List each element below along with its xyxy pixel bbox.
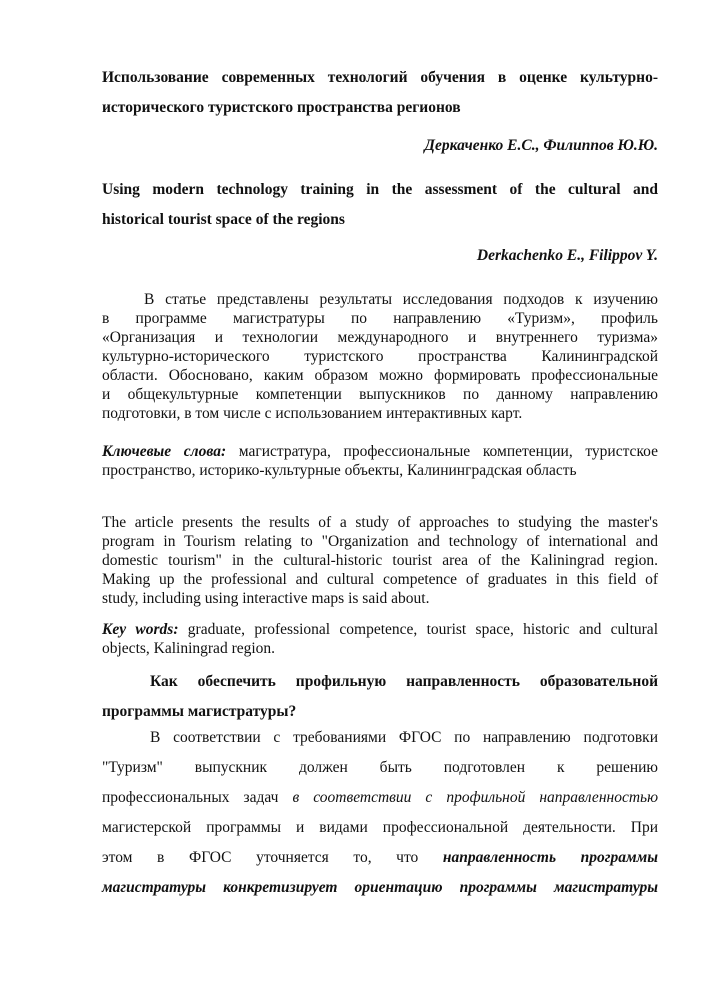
ru-title [102, 63, 658, 123]
en-title-line: historical tourist space of the regions [102, 211, 345, 228]
en-abstract-line: program in Tourism relating to "Organization and technology of international and [102, 533, 658, 550]
ru-keywords-text: пространство, историко-культурные объекты, Калининградская область [102, 462, 577, 479]
en-abstract-line: study, including using interactive maps is said about. [102, 590, 430, 607]
ru-title-line: Использование современных технологий обучения в оценке культурно- [102, 69, 658, 86]
en-authors: Derkachenko E., Filippov Y. [476, 247, 658, 264]
body-text: этом в ФГОС уточняется то, что [102, 849, 443, 866]
ru-keywords-text: магистратура, профессиональные компетенции, туристское [226, 443, 659, 460]
ru-abstract-line: В статье представлены результаты исследования подходов к изучению [144, 291, 658, 308]
body-paragraph [102, 723, 658, 903]
en-abstract-line: domestic tourism" in the cultural-historic tourist area of the Kaliningrad region. [102, 552, 658, 569]
en-abstract-line: The article presents the results of a study of approaches to studying the master's [102, 514, 658, 531]
ru-abstract-line: в программе магистратуры по направлению «Туризм», профиль [102, 310, 658, 327]
body-emphasis: в соответствии с профильной направленностью [292, 789, 658, 806]
en-title-line: Using modern technology training in the assessment of the cultural and [102, 181, 658, 198]
en-abstract-line: Making up the professional and cultural competence of graduates in this field of [102, 571, 658, 588]
body-text: профессиональных задач [102, 789, 293, 806]
en-keywords-text: objects, Kaliningrad region. [102, 640, 276, 657]
body-line: магистерской программы и видами профессиональной деятельности. При [102, 819, 658, 836]
body-strong-emphasis: направленность программы [442, 849, 658, 866]
ru-abstract-line: и общекультурные компетенции выпускников по данному направлению [102, 386, 658, 403]
ru-keywords-label: Ключевые слова: [102, 443, 227, 460]
section-heading-line: программы магистратуры? [102, 703, 297, 720]
section-heading-line: Как обеспечить профильную направленность образовательной [150, 673, 658, 690]
en-keywords-label: Key words: [102, 621, 179, 638]
ru-abstract-line: «Организация и технологии международного и внутреннего туризма» [102, 329, 658, 346]
en-keywords-text: graduate, professional competence, tourist space, historic and cultural [178, 621, 658, 638]
section-heading [102, 667, 658, 727]
ru-abstract-line: культурно-исторического туристского пространства Калининградской [102, 348, 658, 365]
ru-abstract-line: подготовки, в том числе с использованием интерактивных карт. [102, 405, 523, 422]
ru-keywords [102, 442, 658, 480]
body-line: В соответствии с требованиями ФГОС по направлению подготовки [150, 729, 658, 746]
ru-abstract-line: области. Обосновано, каким образом можно формировать профессиональные [102, 367, 658, 384]
body-strong-emphasis: магистратуры конкретизирует ориентацию программы магистратуры [102, 879, 658, 896]
body-line: "Туризм" выпускник должен быть подготовлен к решению [102, 759, 658, 776]
en-abstract [102, 513, 658, 608]
ru-authors: Деркаченко Е.С., Филиппов Ю.Ю. [424, 137, 658, 154]
en-title [102, 175, 658, 235]
ru-abstract [102, 290, 658, 423]
ru-title-line: исторического туристского пространства регионов [102, 99, 461, 116]
en-keywords [102, 620, 658, 658]
